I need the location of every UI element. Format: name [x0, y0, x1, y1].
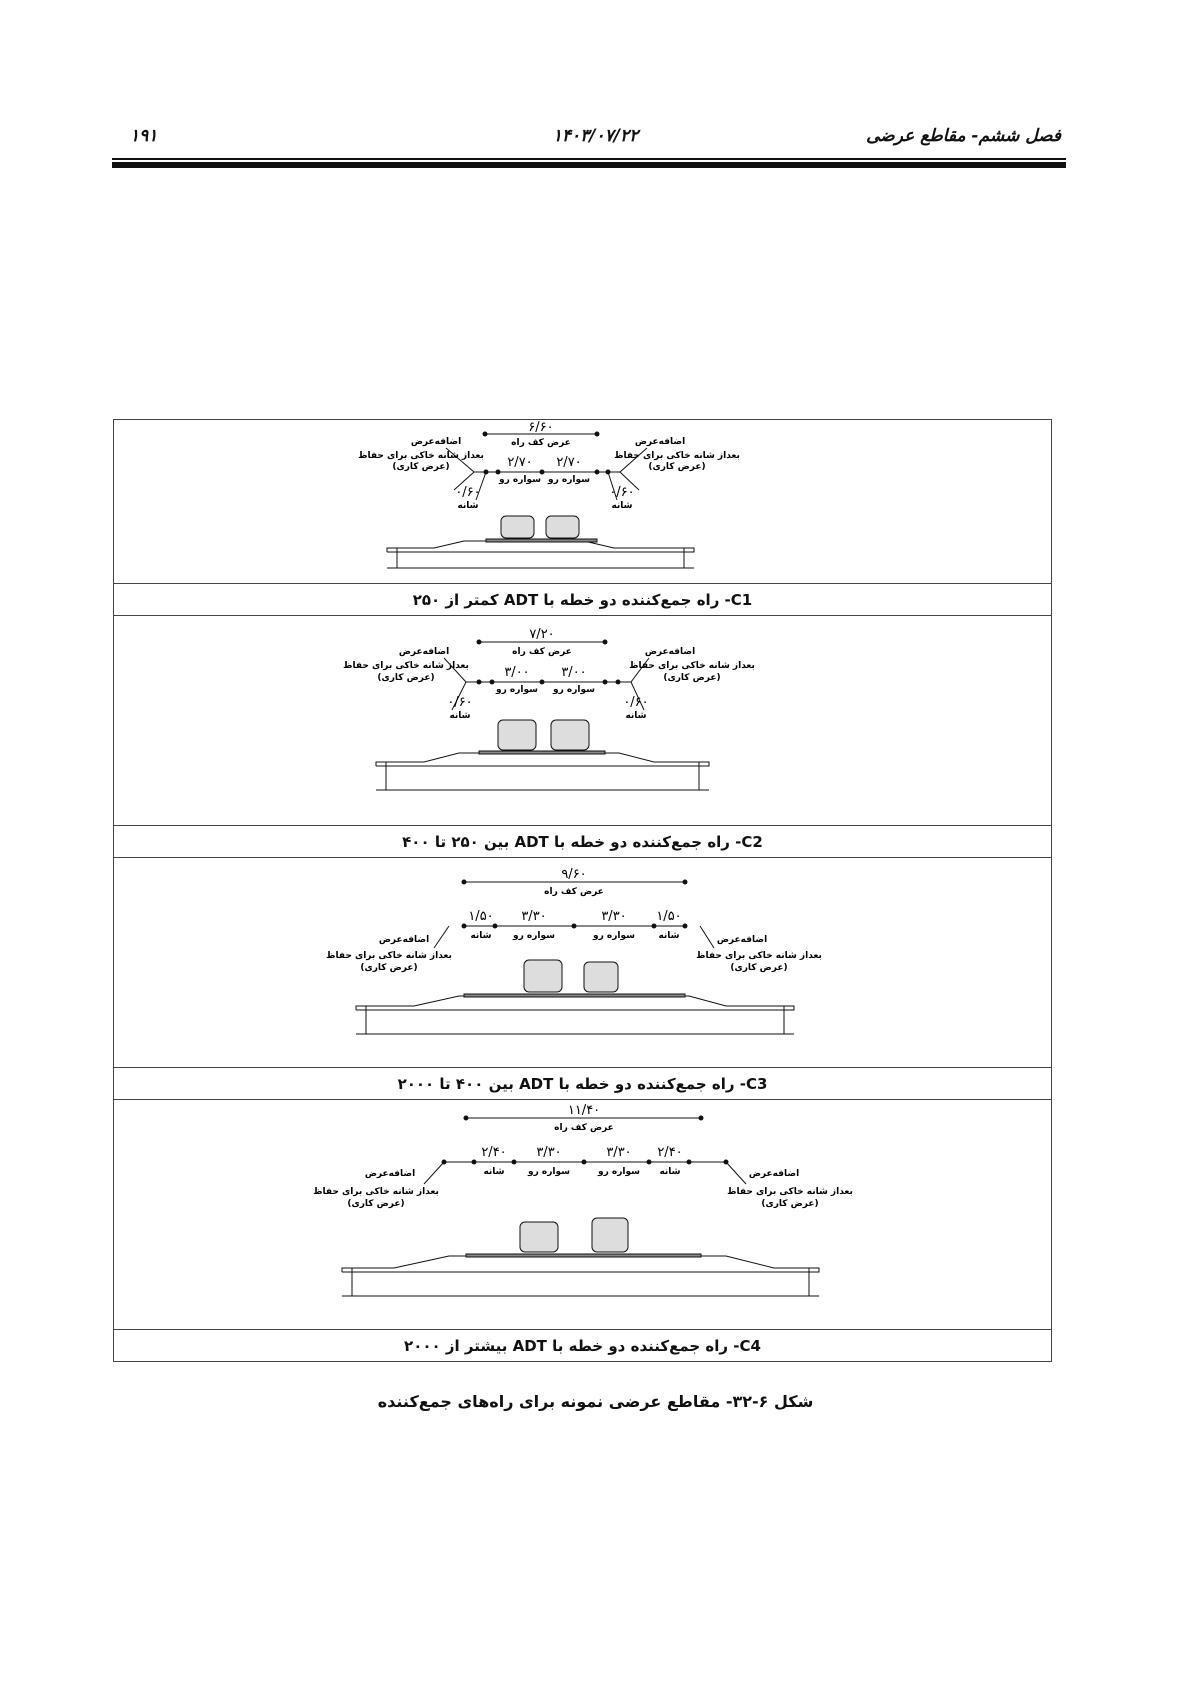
cross-section-c3-svg: [114, 858, 1051, 1068]
shoulder-width-c1-left: ۰/۶۰: [455, 485, 481, 500]
roadway-width-label-c2: عرض کف راه: [512, 647, 572, 657]
lane-label-c3-left: سواره رو: [513, 931, 555, 941]
lane-width-c1-right: ۲/۷۰: [556, 455, 582, 470]
shoulder-width-c4-right: ۲/۴۰: [657, 1145, 683, 1160]
chapter-title: فصل ششم- مقاطع عرضی: [866, 126, 1061, 146]
extra-width-note2-c4-left: (عرض کاری): [347, 1199, 405, 1209]
page-date: ۱۴۰۳/۰۷/۲۲: [552, 126, 639, 146]
shoulder-width-c3-left: ۱/۵۰: [468, 909, 494, 924]
extra-width-label-c1-right: اضافه‌عرض: [634, 437, 686, 447]
shoulder-label-c2-right: شانه: [625, 711, 647, 721]
caption-c3: C3- راه جمع‌کننده دو خطه با ADT بین ۴۰۰ تا ۲۰۰۰: [114, 1068, 1051, 1100]
extra-width-note2-c1-right: (عرض کاری): [648, 462, 706, 472]
extra-width-label-c3-right: اضافه‌عرض: [716, 935, 768, 945]
extra-width-note2-c2-right: (عرض کاری): [663, 673, 721, 683]
lane-width-c2-right: ۳/۰۰: [561, 665, 587, 680]
roadway-width-label-c4: عرض کف راه: [554, 1123, 614, 1133]
extra-width-note2-c3-right: (عرض کاری): [730, 963, 788, 973]
extra-width-note-c1-right: بعداز شانه خاکی برای حفاظ: [614, 451, 740, 461]
caption-c1: C1- راه جمع‌کننده دو خطه با ADT کمتر از ۲۵۰: [114, 584, 1051, 616]
shoulder-width-c1-right: ۰/۶۰: [609, 485, 635, 500]
roadway-width-label-c3: عرض کف راه: [544, 887, 604, 897]
cross-section-c2-svg: [114, 616, 1051, 826]
total-width-c1: ۶/۶۰: [528, 420, 554, 435]
extra-width-note2-c4-right: (عرض کاری): [761, 1199, 819, 1209]
lane-label-c4-left: سواره رو: [528, 1167, 570, 1177]
page-number: ۱۹۱: [130, 126, 158, 146]
extra-width-label-c2-right: اضافه‌عرض: [644, 647, 696, 657]
shoulder-width-c4-left: ۲/۴۰: [481, 1145, 507, 1160]
extra-width-label-c3-left: اضافه‌عرض: [378, 935, 430, 945]
cross-section-figure: [113, 419, 1052, 1362]
lane-width-c1-left: ۲/۷۰: [507, 455, 533, 470]
roadway-width-label-c1: عرض کف راه: [511, 438, 571, 448]
cross-section-c3-drawing: [114, 858, 1051, 1068]
extra-width-note-c2-right: بعداز شانه خاکی برای حفاظ: [629, 661, 755, 671]
lane-label-c1-right: سواره رو: [548, 475, 590, 485]
caption-c4: C4- راه جمع‌کننده دو خطه با ADT بیشتر از ۲۰۰۰: [404, 1337, 761, 1355]
header-rule-thick: [112, 162, 1066, 168]
lane-label-c2-left: سواره رو: [496, 685, 538, 695]
extra-width-note2-c3-left: (عرض کاری): [360, 963, 418, 973]
cross-section-c4-svg: [114, 1100, 1051, 1330]
extra-width-note-c1-left: بعداز شانه خاکی برای حفاظ: [358, 451, 484, 461]
shoulder-label-c3-left: شانه: [470, 931, 492, 941]
total-width-c3: ۹/۶۰: [561, 867, 587, 882]
lane-label-c2-right: سواره رو: [553, 685, 595, 695]
lane-label-c3-right: سواره رو: [593, 931, 635, 941]
extra-width-label-c4-right: اضافه‌عرض: [748, 1169, 800, 1179]
shoulder-width-c3-right: ۱/۵۰: [656, 909, 682, 924]
shoulder-label-c4-left: شانه: [483, 1167, 505, 1177]
extra-width-note2-c1-left: (عرض کاری): [392, 462, 450, 472]
shoulder-label-c1-left: شانه: [457, 501, 479, 511]
cross-section-c4-drawing: [114, 1100, 1051, 1330]
total-width-c4: ۱۱/۴۰: [567, 1103, 601, 1118]
caption-c2: C2- راه جمع‌کننده دو خطه با ADT بین ۲۵۰ تا ۴۰۰: [114, 826, 1051, 858]
extra-width-note-c3-left: بعداز شانه خاکی برای حفاظ: [326, 951, 452, 961]
lane-label-c4-right: سواره رو: [598, 1167, 640, 1177]
extra-width-note-c3-right: بعداز شانه خاکی برای حفاظ: [696, 951, 822, 961]
shoulder-label-c1-right: شانه: [611, 501, 633, 511]
extra-width-note2-c2-left: (عرض کاری): [377, 673, 435, 683]
header-rule-thin: [112, 158, 1066, 160]
shoulder-width-c2-right: ۰/۶۰: [623, 695, 649, 710]
shoulder-label-c3-right: شانه: [658, 931, 680, 941]
lane-width-c4-right: ۳/۳۰: [606, 1145, 632, 1160]
total-width-c2: ۷/۲۰: [529, 627, 555, 642]
shoulder-label-c4-right: شانه: [659, 1167, 681, 1177]
lane-width-c2-left: ۳/۰۰: [504, 665, 530, 680]
extra-width-note-c4-left: بعداز شانه خاکی برای حفاظ: [313, 1187, 439, 1197]
lane-width-c4-left: ۳/۳۰: [536, 1145, 562, 1160]
extra-width-note-c4-right: بعداز شانه خاکی برای حفاظ: [727, 1187, 853, 1197]
extra-width-label-c1-left: اضافه‌عرض: [410, 437, 462, 447]
figure-caption: شکل ۶-۳۲- مقاطع عرضی نمونه برای راه‌های جمع‌کننده: [377, 1392, 814, 1411]
shoulder-width-c2-left: ۰/۶۰: [447, 695, 473, 710]
lane-width-c3-left: ۳/۳۰: [521, 909, 547, 924]
extra-width-label-c2-left: اضافه‌عرض: [398, 647, 450, 657]
lane-label-c1-left: سواره رو: [499, 475, 541, 485]
extra-width-note-c2-left: بعداز شانه خاکی برای حفاظ: [343, 661, 469, 671]
cross-section-c1-svg: [114, 420, 1051, 584]
cross-section-c2-drawing: [114, 616, 1051, 826]
lane-width-c3-right: ۳/۳۰: [601, 909, 627, 924]
shoulder-label-c2-left: شانه: [449, 711, 471, 721]
extra-width-label-c4-left: اضافه‌عرض: [364, 1169, 416, 1179]
cross-section-c1-drawing: [114, 420, 1051, 584]
